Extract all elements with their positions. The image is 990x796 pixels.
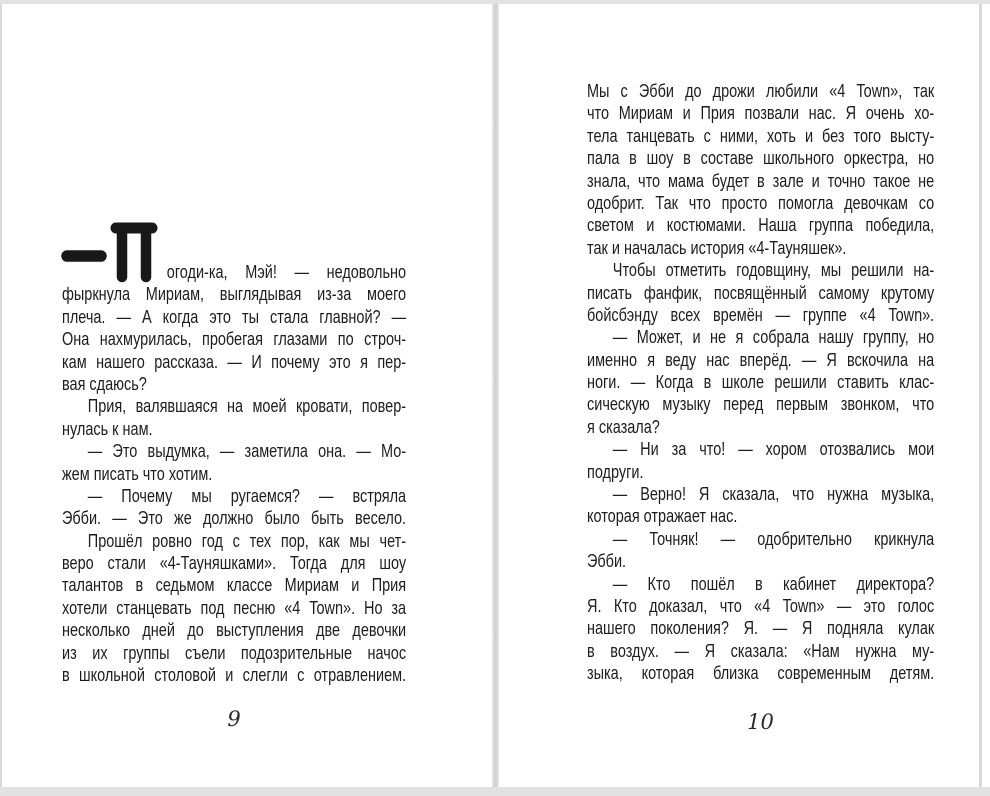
text-line: зыка, которая близка современным детям.	[587, 662, 935, 684]
text-line: что Мириам и Прия позвали нас. Я очень хо-	[587, 102, 935, 124]
page-number-left: 9	[227, 707, 241, 731]
text-line: тела танцевать с ними, хоть и без того высту-	[587, 124, 935, 146]
text-line: Она нахмурилась, пробегая глазами по строч-	[62, 328, 407, 350]
text-line: Чтобы отметить годовщину, мы решили на-	[612, 259, 935, 281]
text-line: — Кто пошёл в кабинет директора?	[612, 572, 935, 594]
text-line: плеча. — А когда это ты стала главной? —	[62, 305, 407, 327]
text-line: несколько дней до выступления две девочки	[62, 619, 407, 641]
text-line: огоди-ка, Мэй! — недовольно	[166, 261, 407, 282]
frame-bottom-bar	[0, 787, 990, 796]
text-line: фыркнула Мириам, выглядывая из-за моего	[62, 283, 407, 305]
text-line: именно я веду нас вперёд. — Я вскочила на	[587, 348, 935, 370]
text-line: — Верно! Я сказала, что нужна музыка,	[612, 483, 935, 505]
text-line: в школьной столовой и слегли с отравлением.	[62, 664, 407, 686]
text-line: подруги.	[587, 460, 644, 482]
text-line: — Это выдумка, — заметила она. — Мо-	[87, 440, 407, 462]
text-line: нулась к нам.	[62, 417, 153, 439]
text-line: писать фанфик, посвящённый самому крутому	[587, 281, 935, 303]
text-line: Эбби.	[587, 550, 627, 572]
text-line: знала, что мама будет в зале и точно такое не	[587, 169, 935, 191]
text-line: хотели станцевать под песню «4 Town». Но за	[62, 596, 407, 618]
text-line: пала в шоу в составе школьного оркестра, но	[587, 147, 935, 169]
text-line: в воздух. — Я сказала: «Нам нужна му-	[587, 639, 935, 661]
text-line: талантов в седьмом классе Мириам и Прия	[62, 574, 407, 596]
right-page-text	[587, 80, 934, 685]
text-line: — Почему мы ругаемся? — встряла	[87, 484, 407, 506]
text-line: одобрит. Так что просто помогла девочкам со	[587, 191, 935, 213]
text-line: сическую музыку перед первым звонком, что	[587, 393, 935, 415]
text-line: Эбби. — Это же должно было быть весело.	[62, 507, 407, 529]
text-line: веро стали «4-Тауняшками». Тогда для шоу	[62, 552, 407, 574]
text-line: из их группы съели подозрительные начос	[62, 641, 407, 663]
frame-right-edge	[979, 4, 982, 787]
text-line: жем писать что хотим.	[62, 462, 213, 484]
page-number-right: 10	[747, 710, 774, 734]
left-page-text	[62, 261, 406, 686]
text-line: Мы с Эбби до дрожи любили «4 Town», так	[587, 80, 935, 101]
page-gutter	[492, 4, 499, 787]
text-line: — Ни за что! — хором отозвались мои	[612, 438, 935, 460]
text-line: нашего поколения? Я. — Я подняла кулак	[587, 617, 935, 639]
text-line: Я. Кто доказал, что «4 Town» — это голос	[587, 594, 935, 616]
text-line: светом и костюмами. Наша группа победила,	[587, 214, 935, 236]
text-line: кам нашего рассказа. — И почему это я пер-	[62, 350, 407, 372]
text-line: ноги. — Когда в школе решили ставить клас-	[587, 371, 935, 393]
text-line: Прошёл ровно год с тех пор, как мы чет-	[87, 529, 407, 551]
text-line: Прия, валявшаяся на моей кровати, повер-	[87, 395, 407, 417]
text-line: которая отражает нас.	[587, 505, 738, 527]
text-line: вая сдаюсь?	[62, 372, 147, 394]
text-line: — Может, и не я собрала нашу группу, но	[612, 326, 935, 348]
text-line: бойсбэнду всех времён — группе «4 Town».	[587, 303, 935, 325]
text-line: — Точняк! — одобрительно крикнула	[612, 527, 935, 549]
text-line: так и началась история «4-Тауняшек».	[587, 236, 847, 258]
text-line: я сказала?	[587, 415, 660, 437]
